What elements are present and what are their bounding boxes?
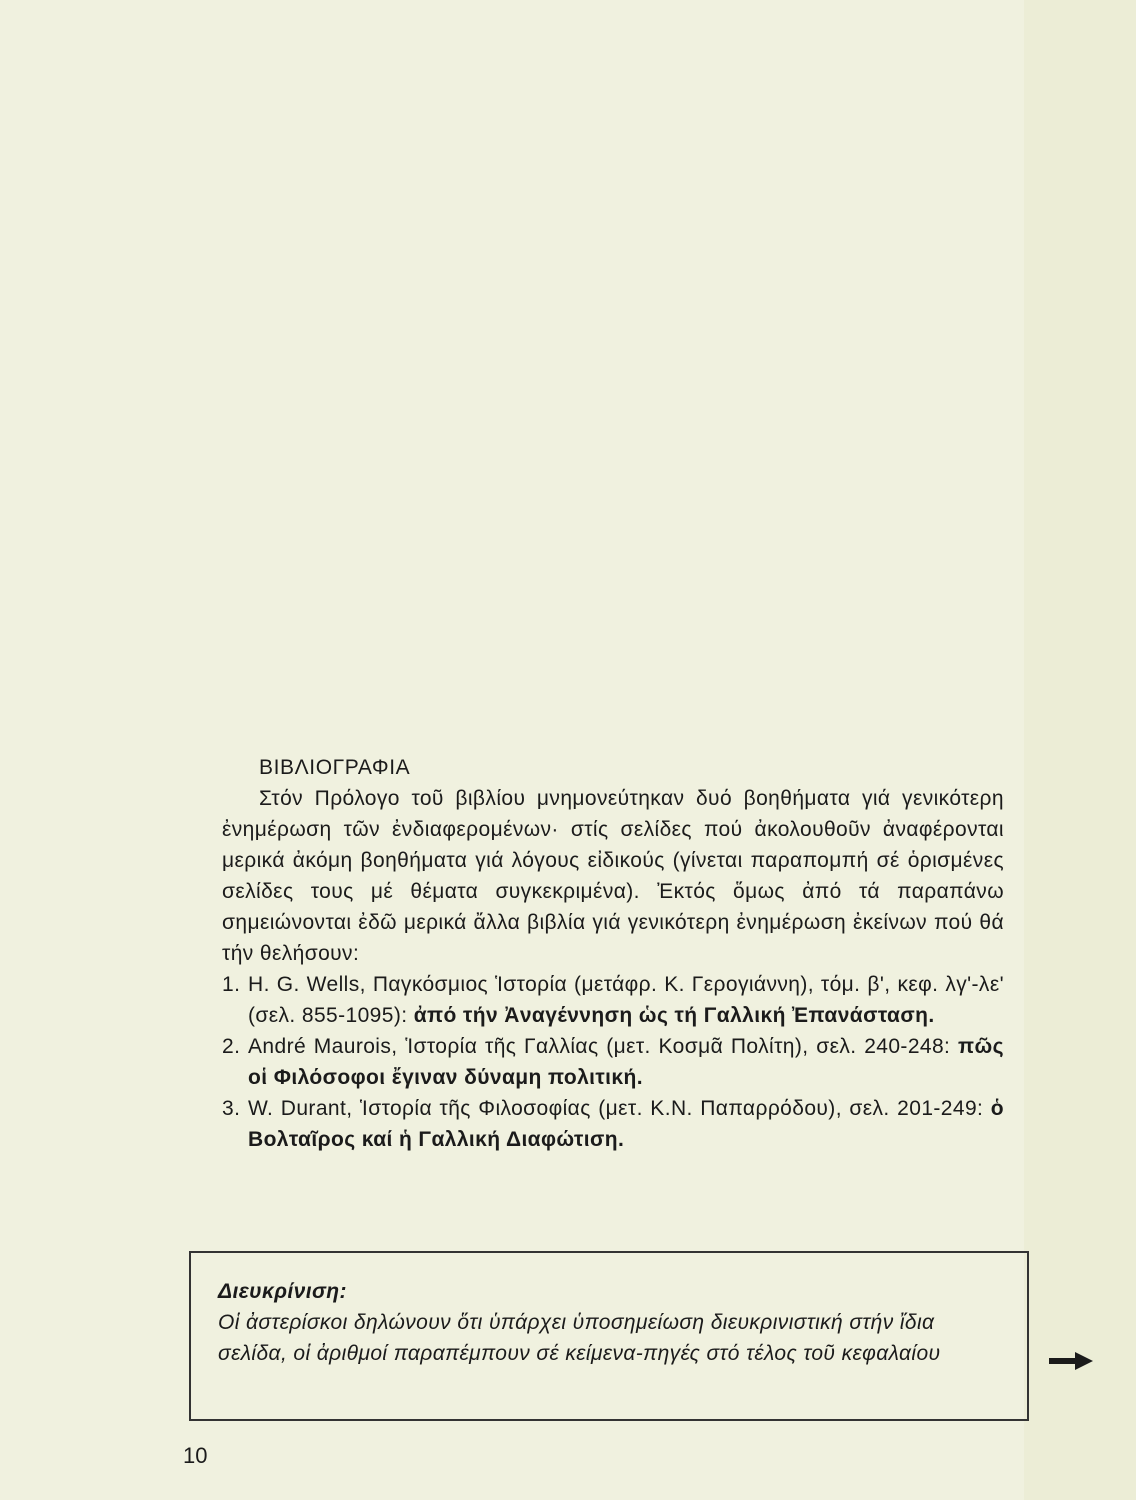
reference-citation: W. Durant, Ἱστορία τῆς Φιλοσοφίας (μετ. Κ.Ν. Παπαρρόδου), σελ. 201-249:	[248, 1097, 984, 1120]
reference-number: 1.	[222, 973, 241, 996]
reference-item	[222, 969, 1004, 1031]
page-edge	[1024, 0, 1136, 1500]
clarification-title: Διευκρίνιση:	[218, 1280, 347, 1303]
bibliography-heading: ΒΙΒΛΙΟΓΡΑΦΙΑ	[259, 756, 411, 779]
clarification-text: Οἱ ἀστερίσκοι δηλώνουν ὅτι ὑπάρχει ὑποσημείωση διευκρινιστική στήν ἴδια σελίδα, οἱ ἀριθμοί παραπέμπουν σέ κείμενα-πηγές στό τέλος τοῦ κεφαλαίου	[218, 1311, 941, 1365]
reference-list	[222, 969, 1004, 1155]
reference-description: ἀπό τήν Ἀναγέννηση ὡς τή Γαλλική Ἐπανάσταση.	[413, 1004, 935, 1027]
arrow-right-icon[interactable]	[1049, 1351, 1093, 1371]
reference-body	[248, 969, 1004, 1031]
reference-citation: André Maurois, Ἱστορία τῆς Γαλλίας (μετ. Κοσμᾶ Πολίτη), σελ. 240-248:	[248, 1035, 951, 1058]
reference-citation: H. G. Wells, Παγκόσμιος Ἱστορία (μετάφρ. Κ. Γερογιάννη), τόμ. β', κεφ. λγ'-λε' (σελ. 855-1095):	[248, 973, 1004, 1027]
reference-item	[222, 1093, 1004, 1155]
bibliography-intro: Στόν Πρόλογο τοῦ βιβλίου μνημονεύτηκαν δυό βοηθήματα γιά γενικότερη ἐνημέρωση τῶν ἐνδιαφερομένων· στίς σελίδες πού ἀκολουθοῦν ἀναφέρονται μερικά ἀκόμη βοηθήματα γιά λόγους εἰδικούς (γίνεται παραπομπή σέ ὁρισμένες σελίδες τους μέ θέματα συγκεκριμένα). Ἐκτός ὅμως ἀπό τά παραπάνω σημειώνονται ἐδῶ μερικά ἄλλα βιβλία γιά γενικότερη ἐνημέρωση ἐκείνων πού θά τήν θελήσουν:	[222, 787, 1004, 965]
reference-description: ὁ Βολταῖρος καί ἡ Γαλλική Διαφώτιση.	[248, 1097, 1004, 1151]
reference-body	[248, 1031, 1004, 1093]
bibliography-section	[222, 752, 1004, 1155]
page-number: 10	[183, 1443, 208, 1468]
reference-body	[248, 1093, 1004, 1155]
clarification-box	[189, 1251, 1029, 1421]
reference-number: 3.	[222, 1097, 241, 1120]
reference-description: πῶς οἱ Φιλόσοφοι ἔγιναν δύναμη πολιτική.	[248, 1035, 1004, 1089]
reference-item	[222, 1031, 1004, 1093]
reference-number: 2.	[222, 1035, 241, 1058]
